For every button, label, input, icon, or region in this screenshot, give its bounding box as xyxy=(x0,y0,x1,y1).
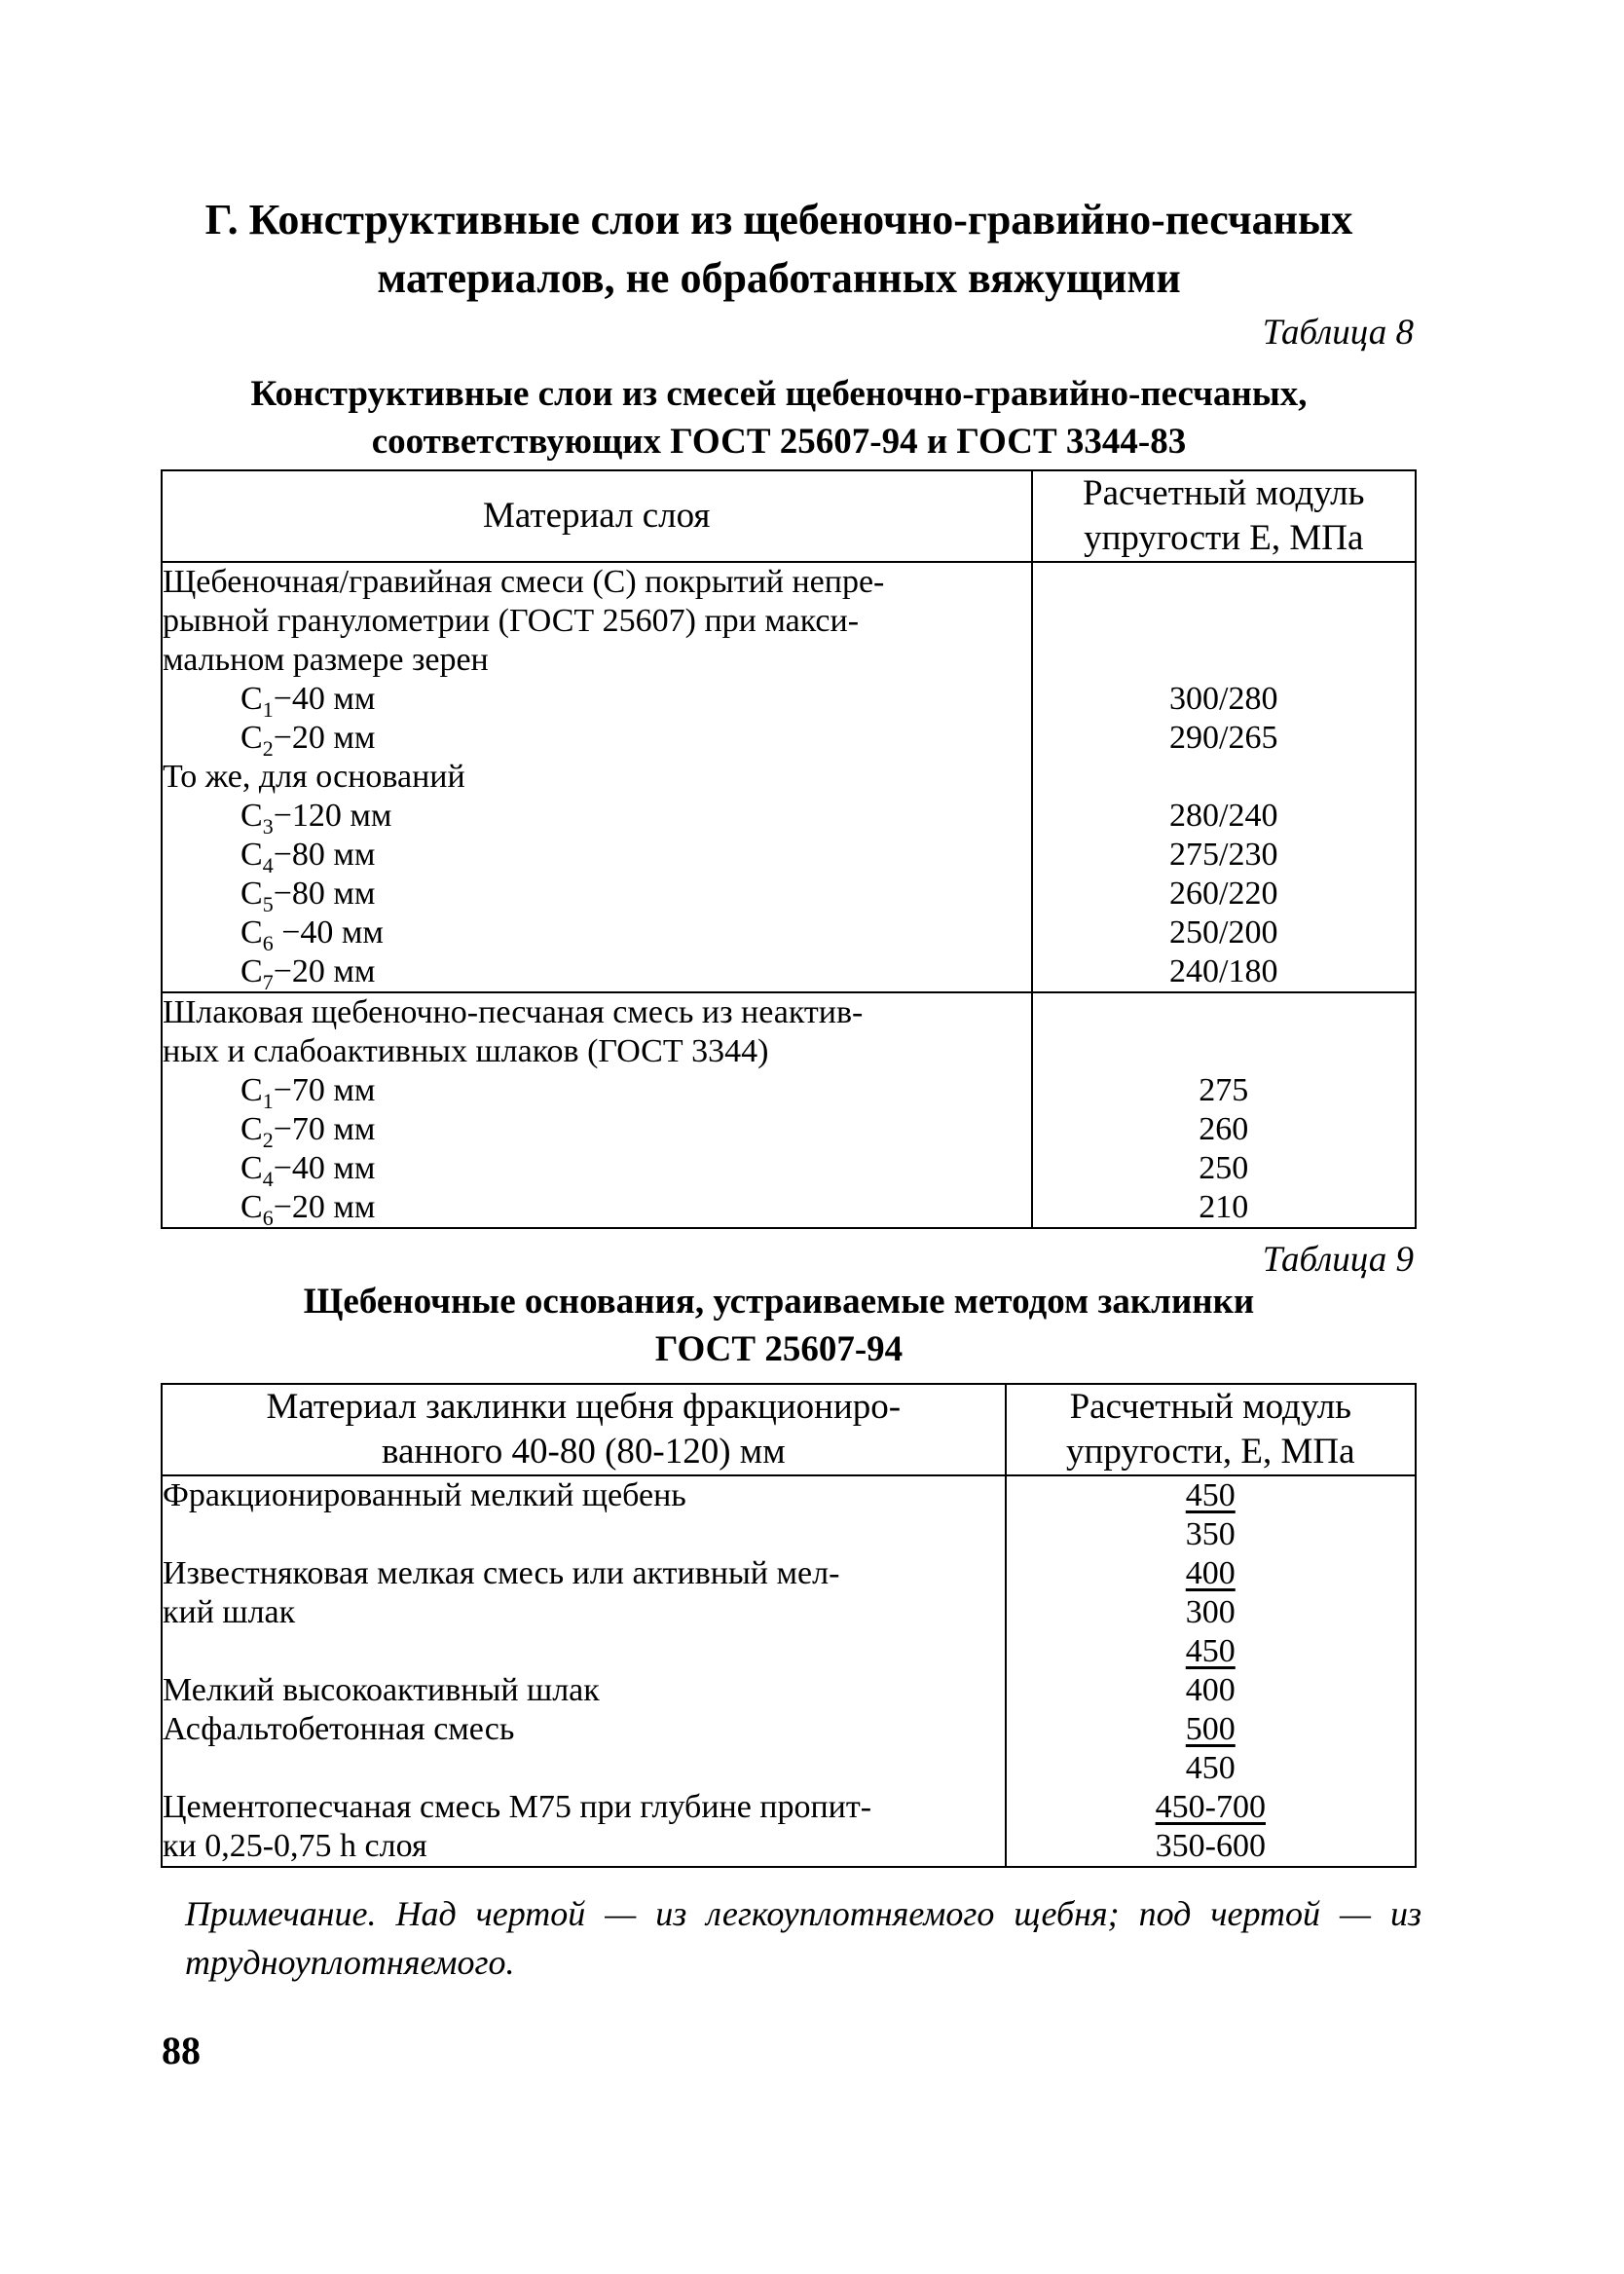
table-8 xyxy=(161,469,1417,1229)
item-label: $C_1-70$ мм xyxy=(240,1072,376,1113)
item-label: $C_3-120$ мм xyxy=(240,798,392,839)
material-line xyxy=(163,1632,1005,1671)
header-modulus xyxy=(1032,470,1417,562)
modulus-value: 450 xyxy=(1185,1477,1236,1513)
group-1-subhead: То же, для оснований xyxy=(163,759,465,795)
header-material: Материал слоя xyxy=(162,470,1032,562)
table-8-title xyxy=(146,370,1412,466)
table-8-title-line-2: соответствующих ГОСТ 25607-94 и ГОСТ 3344-83 xyxy=(371,422,1187,462)
modulus-value: 450 xyxy=(1185,1633,1236,1669)
group-2-material xyxy=(162,992,1032,1228)
table-9-header-row xyxy=(162,1384,1416,1475)
material-line: кий шлак xyxy=(163,1594,296,1630)
header-modulus xyxy=(1006,1384,1416,1475)
modulus-value: 450 xyxy=(1185,1750,1236,1786)
modulus-value: 275 xyxy=(1199,1072,1249,1108)
group-1-values xyxy=(1032,562,1417,992)
item-label: $C_2-70$ мм xyxy=(240,1111,376,1152)
section-title-line-1: Г. Конструктивные слои из щебеночно-гравийно-песчаных xyxy=(204,196,1353,243)
group-1-desc-line: рывной гранулометрии (ГОСТ 25607) при макси- xyxy=(163,603,860,639)
material-line xyxy=(163,1515,1005,1554)
header-modulus-line-1: Расчетный модуль xyxy=(1083,473,1365,513)
material-line xyxy=(163,1749,1005,1788)
modulus-value: 300 xyxy=(1185,1594,1236,1630)
modulus-value: 290/265 xyxy=(1169,720,1278,756)
modulus-value: 250/200 xyxy=(1169,914,1278,951)
modulus-value: 260 xyxy=(1199,1111,1249,1147)
group-2-values xyxy=(1032,992,1417,1228)
table-9-title-line-1: Щебеночные основания, устраиваемые методом заклинки xyxy=(303,1282,1255,1322)
item-label: $C_4-80$ мм xyxy=(240,837,376,877)
item-label: $C_2-20$ мм xyxy=(240,720,376,761)
modulus-value: 280/240 xyxy=(1169,798,1278,834)
table-9-caption: Таблица 9 xyxy=(1262,1240,1414,1280)
table-9 xyxy=(161,1383,1417,1868)
item-label: $C_7-20$ мм xyxy=(240,953,376,994)
header-material-line-1: Материал заклинки щебня фракциониро- xyxy=(266,1387,902,1427)
table-9-body-row xyxy=(162,1475,1416,1867)
header-material-line-2: ванного 40-80 (80-120) мм xyxy=(381,1432,786,1472)
modulus-value: 240/180 xyxy=(1169,953,1278,989)
table-note: Примечание. Над чертой — из легкоуплотняемого щебня; под чертой — из трудноуплотняемого. xyxy=(185,1894,1421,1982)
header-modulus-line-2: упругости Е, МПа xyxy=(1084,518,1364,558)
modulus-value: 450-700 xyxy=(1155,1789,1266,1825)
table-9-title-line-2: ГОСТ 25607-94 xyxy=(654,1329,904,1369)
header-modulus-line-2: упругости, Е, МПа xyxy=(1066,1432,1355,1472)
table-8-group-1-row xyxy=(162,562,1416,992)
page-number: 88 xyxy=(162,2029,201,2072)
table-8-header-row xyxy=(162,470,1416,562)
modulus-value: 350-600 xyxy=(1155,1828,1266,1864)
modulus-value: 350 xyxy=(1185,1516,1236,1552)
table-8-caption: Таблица 8 xyxy=(1262,313,1414,353)
table-9-values xyxy=(1006,1475,1416,1867)
modulus-value: 260/220 xyxy=(1169,876,1278,912)
group-1-desc-line: Щебеночная/гравийная смеси (С) покрытий непре- xyxy=(163,564,885,600)
material-line: Известняковая мелкая смесь или активный мел- xyxy=(163,1555,840,1591)
modulus-value: 250 xyxy=(1199,1150,1249,1186)
material-line: Цементопесчаная смесь М75 при глубине пропит- xyxy=(163,1789,872,1825)
modulus-value: 275/230 xyxy=(1169,837,1278,873)
material-line: ки 0,25-0,75 h слоя xyxy=(163,1828,427,1864)
material-line: Мелкий высокоактивный шлак xyxy=(163,1672,600,1708)
header-modulus-line-1: Расчетный модуль xyxy=(1069,1387,1352,1427)
table-8-group-2-row xyxy=(162,992,1416,1228)
group-1-desc-line: мальном размере зерен xyxy=(163,642,489,678)
modulus-value: 400 xyxy=(1185,1672,1236,1708)
modulus-value: 210 xyxy=(1199,1189,1249,1225)
item-label: $C_1-40$ мм xyxy=(240,681,376,722)
table-9-materials xyxy=(162,1475,1006,1867)
section-title xyxy=(146,191,1412,308)
group-2-desc-line: Шлаковая щебеночно-песчаная смесь из неактив- xyxy=(163,994,864,1030)
modulus-value: 400 xyxy=(1185,1555,1236,1591)
group-2-desc-line: ных и слабоактивных шлаков (ГОСТ 3344) xyxy=(163,1033,769,1069)
modulus-value: 300/280 xyxy=(1169,681,1278,717)
item-label: $C_6 -40$ мм xyxy=(240,914,384,955)
item-label: $C_5-80$ мм xyxy=(240,876,376,916)
header-material xyxy=(162,1384,1006,1475)
group-1-material xyxy=(162,562,1032,992)
section-title-line-2: материалов, не обработанных вяжущими xyxy=(377,254,1181,302)
material-line: Асфальтобетонная смесь xyxy=(163,1711,515,1747)
table-9-title xyxy=(146,1278,1412,1373)
modulus-value: 500 xyxy=(1185,1711,1236,1747)
table-8-title-line-1: Конструктивные слои из смесей щебеночно-гравийно-песчаных, xyxy=(250,374,1308,414)
item-label: $C_4-40$ мм xyxy=(240,1150,376,1191)
item-label: $C_6-20$ мм xyxy=(240,1189,376,1230)
material-line: Фракционированный мелкий щебень xyxy=(163,1477,686,1513)
